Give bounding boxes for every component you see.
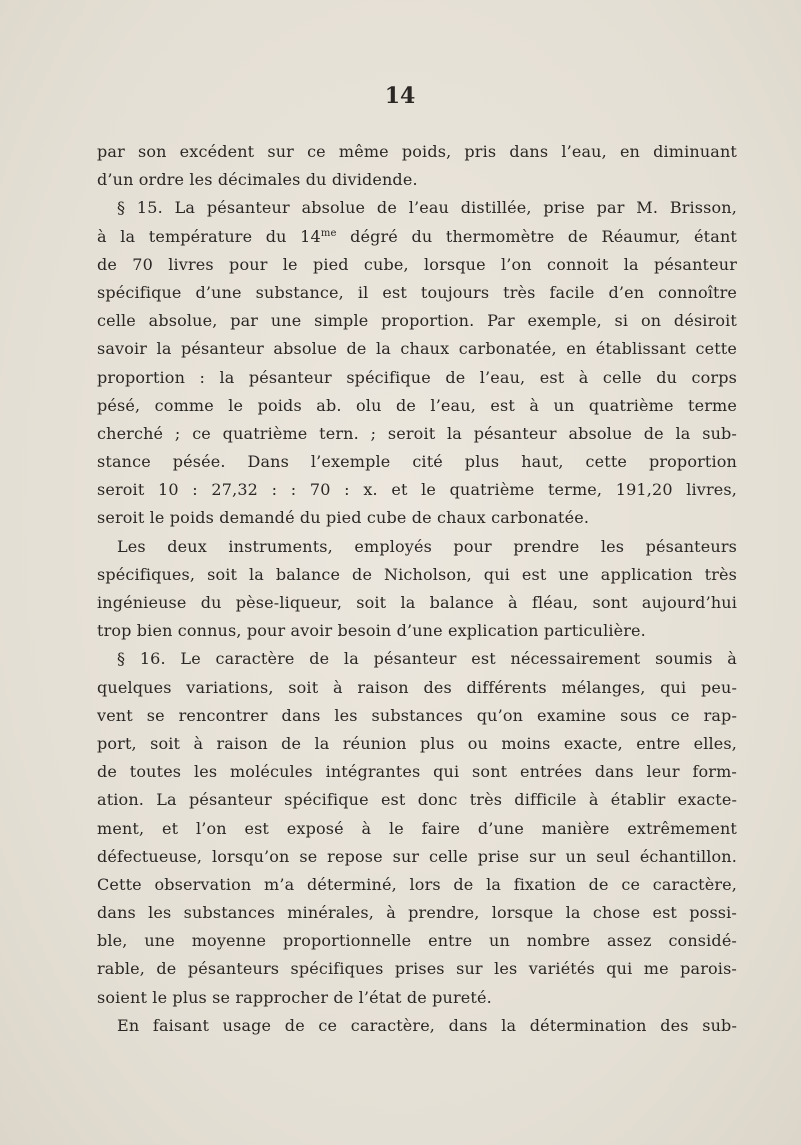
text-line: proportion : la pésanteur spécifique de l’eau, est à celle du corps [97,367,737,387]
text-line: port, soit à raison de la réunion plus ou moins exacte, entre elles, [97,733,737,753]
text-line: vent se rencontrer dans les substances qu’on examine sous ce rap- [97,705,737,725]
text-line: savoir la pésanteur absolue de la chaux carbonatée, en établissant cette [97,339,737,359]
text-fragment: à la température du 14 [97,226,321,246]
text-line: § 16. Le caractère de la pésanteur est nécessairement soumis à [117,649,737,669]
text-line: par son excédent sur ce même poids, pris dans l’eau, en diminuant [97,142,737,161]
text-line: seroit le poids demandé du pied cube de chaux carbonatée. [97,508,590,528]
superscript: me [320,227,337,239]
text-line: ble, une moyenne proportionnelle entre un nombre assez considé- [97,931,737,951]
text-line: § 15. La pésanteur absolue de l’eau distillée, prise par M. Brisson, [117,198,737,218]
text-line: celle absolue, par une simple proportion. Par exemple, si on désiroit [97,311,737,331]
text-line: dans les substances minérales, à prendre, lorsque la chose est possi- [97,903,737,923]
text-line: spécifique d’une substance, il est toujours très facile d’en connoître [97,282,737,302]
text-line: En faisant usage de ce caractère, dans la détermination des sub- [117,1015,737,1035]
text-line: quelques variations, soit à raison des différents mélanges, qui peu- [97,677,737,697]
text-line: défectueuse, lorsqu’on se repose sur celle prise sur un seul échantillon. [97,846,737,866]
text-line: Les deux instruments, employés pour prendre les pésanteurs [117,536,737,556]
text-line: de toutes les molécules intégrantes qui sont entrées dans leur form- [97,762,737,782]
text-line: ment, et l’on est exposé à le faire d’une manière extrêmement [97,818,737,838]
text-line: de 70 livres pour le pied cube, lorsque l’on connoit la pésanteur [97,254,737,274]
text-line: Cette observation m’a déterminé, lors de la fixation de ce caractère, [97,874,737,894]
text-line: ingénieuse du pèse-liqueur, soit la balance à fléau, sont aujourd’hui [97,593,737,612]
text-line: soient le plus se rapprocher de l’état de pureté. [97,987,492,1007]
text-line: pésé, comme le poids ab. olu de l’eau, est à un quatrième terme [97,395,737,415]
text-line [97,223,737,251]
text-line: d’un ordre les décimales du dividende. [97,170,418,190]
body-text [97,138,737,1040]
text-line: rable, de pésanteurs spécifiques prises sur les variétés qui me parois- [97,959,737,979]
text-line: seroit 10 : 27,32 : : 70 : x. et le quatrième terme, 191,20 livres, [97,480,737,500]
text-line: cherché ; ce quatrième tern. ; seroit la pésanteur absolue de la sub- [97,423,737,443]
text-line: ation. La pésanteur spécifique est donc très difficile à établir exacte- [97,790,737,810]
text-line: trop bien connus, pour avoir besoin d’une explication particulière. [97,621,646,641]
page-number: 14 [384,83,416,109]
text-fragment: dégré du thermomètre de Réaumur, étant [336,226,737,246]
text-line: spécifiques, soit la balance de Nicholson, qui est une application très [97,564,737,584]
text-line: stance pésée. Dans l’exemple cité plus haut, cette proportion [97,452,737,472]
